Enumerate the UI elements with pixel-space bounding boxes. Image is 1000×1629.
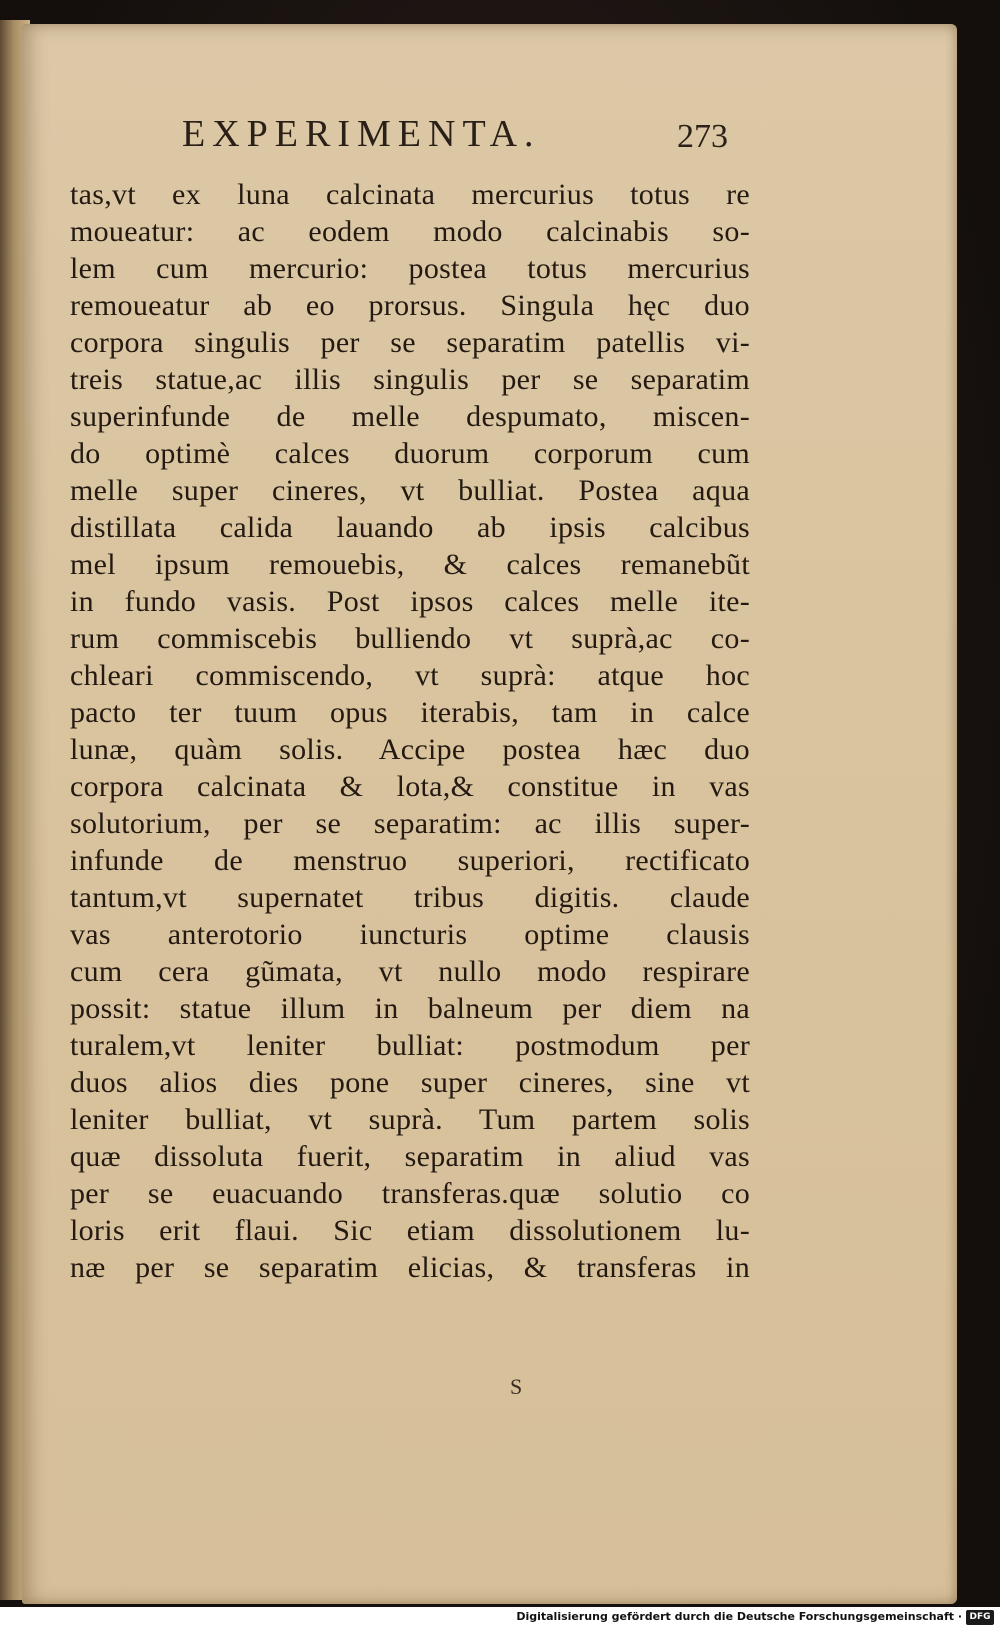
text-line: pacto ter tuum opus iterabis, tam in calce <box>70 696 750 729</box>
text-line: distillata calida lauando ab ipsis calcibus <box>70 511 750 544</box>
text-line: per se euacuando transferas.quæ solutio co <box>70 1177 750 1210</box>
text-line: lem cum mercurio: postea totus mercurius <box>70 252 750 285</box>
text-line: loris erit flaui. Sic etiam dissolutionem lu- <box>70 1214 750 1247</box>
text-line: corpora calcinata & lota,& constitue in vas <box>70 770 750 803</box>
text-line: lunæ, quàm solis. Accipe postea hæc duo <box>70 733 750 766</box>
text-line: cum cera gũmata, vt nullo modo respirare <box>70 955 750 988</box>
text-line: næ per se separatim elicias, & transferas in <box>70 1251 750 1284</box>
text-line: tas,vt ex luna calcinata mercurius totus re <box>70 178 750 211</box>
dfg-logo-icon: DFG <box>966 1610 994 1625</box>
text-line: in fundo vasis. Post ipsos calces melle ite- <box>70 585 750 618</box>
text-line: vas anterotorio iuncturis optime clausis <box>70 918 750 951</box>
signature-mark: S <box>510 1374 523 1399</box>
body-text <box>70 176 750 1376</box>
text-line: moueatur: ac eodem modo calcinabis so- <box>70 215 750 248</box>
text-line: duos alios dies pone super cineres, sine vt <box>70 1066 750 1099</box>
text-line: rum commiscebis bulliendo vt suprà,ac co- <box>70 622 750 655</box>
text-line: do optimè calces duorum corporum cum <box>70 437 750 470</box>
text-line: corpora singulis per se separatim patellis vi- <box>70 326 750 359</box>
text-line: possit: statue illum in balneum per diem na <box>70 992 750 1025</box>
text-line: remoueatur ab eo prorsus. Singula hęc duo <box>70 289 750 322</box>
text-line: solutorium, per se separatim: ac illis super- <box>70 807 750 840</box>
credit-text: Digitalisierung gefördert durch die Deutsche Forschungsgemeinschaft · <box>516 1610 962 1623</box>
text-line: treis statue,ac illis singulis per se separatim <box>70 363 750 396</box>
page-header <box>162 106 742 166</box>
page-number: 273 <box>677 118 728 155</box>
text-line: leniter bulliat, vt suprà. Tum partem solis <box>70 1103 750 1136</box>
text-line: turalem,vt leniter bulliat: postmodum per <box>70 1029 750 1062</box>
text-line: infunde de menstruo superiori, rectificato <box>70 844 750 877</box>
text-line: quæ dissoluta fuerit, separatim in aliud vas <box>70 1140 750 1173</box>
text-line: tantum,vt supernatet tribus digitis. claude <box>70 881 750 914</box>
running-title: EXPERIMENTA. <box>182 113 541 155</box>
credit-bar <box>0 1607 1000 1629</box>
book-page <box>22 24 957 1604</box>
text-line: mel ipsum remouebis, & calces remanebũt <box>70 548 750 581</box>
text-line: superinfunde de melle despumato, miscen- <box>70 400 750 433</box>
text-line: melle super cineres, vt bulliat. Postea aqua <box>70 474 750 507</box>
text-line: chleari commiscendo, vt suprà: atque hoc <box>70 659 750 692</box>
